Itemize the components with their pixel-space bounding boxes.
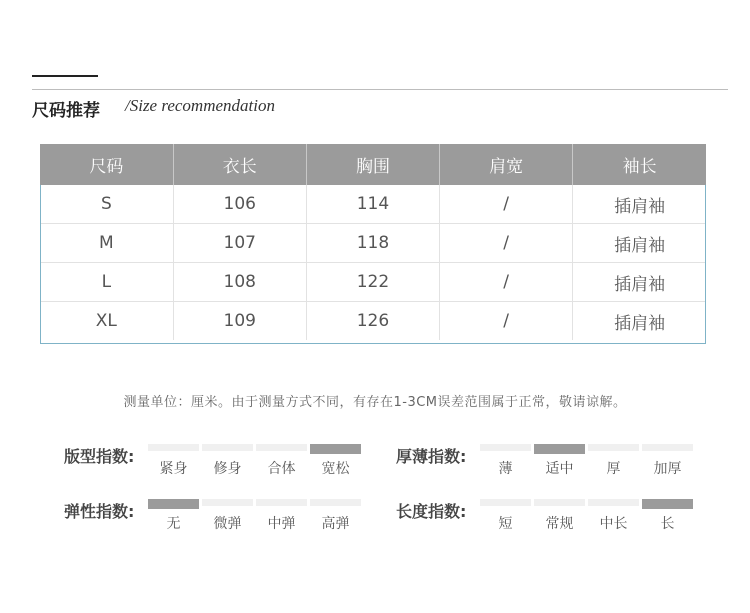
meter-option bbox=[256, 444, 307, 478]
table-cell: 107 bbox=[173, 224, 306, 263]
meter-option-label: 长 bbox=[660, 516, 675, 532]
meter-label: 版型指数: bbox=[64, 447, 135, 466]
meter-bar-selected bbox=[310, 444, 361, 454]
meter-option bbox=[642, 499, 693, 533]
table-cell: 109 bbox=[173, 302, 306, 341]
meter-bar bbox=[256, 499, 307, 506]
table-cell: 114 bbox=[306, 185, 439, 224]
table-header-row bbox=[40, 144, 706, 185]
meter-option-label: 合体 bbox=[267, 461, 296, 477]
column-header: 胸围 bbox=[306, 144, 439, 185]
column-header: 袖长 bbox=[573, 144, 706, 185]
table-cell: 插肩袖 bbox=[573, 263, 706, 302]
size-table bbox=[40, 144, 706, 340]
meter-bar bbox=[256, 444, 307, 451]
meter-options bbox=[480, 499, 693, 533]
meter-bar-selected bbox=[534, 444, 585, 454]
measurement-note: 测量单位：厘米。由于测量方式不同，有存在1-3CM误差范围属于正常，敬请谅解。 bbox=[123, 395, 627, 410]
table-cell: / bbox=[440, 185, 573, 224]
table-cell: 118 bbox=[306, 224, 439, 263]
title-divider bbox=[32, 89, 728, 90]
table-cell: 122 bbox=[306, 263, 439, 302]
meter-option bbox=[202, 499, 253, 533]
meter-options bbox=[148, 444, 361, 478]
meter-option-label: 薄 bbox=[498, 461, 513, 477]
meter-option-label: 高弹 bbox=[321, 516, 350, 532]
meter-option bbox=[480, 499, 531, 533]
table-cell: / bbox=[440, 224, 573, 263]
meter-option-label: 常规 bbox=[545, 516, 574, 532]
table-row bbox=[40, 224, 706, 263]
table-row bbox=[40, 263, 706, 302]
table-cell: 插肩袖 bbox=[573, 224, 706, 263]
table-cell: 126 bbox=[306, 302, 439, 341]
meter-option bbox=[642, 444, 693, 478]
meter-bar bbox=[480, 499, 531, 506]
table-cell: / bbox=[440, 302, 573, 341]
meter-option-label: 短 bbox=[498, 516, 513, 532]
meter-option bbox=[148, 499, 199, 533]
meter-bar-selected bbox=[642, 499, 693, 509]
meter-option bbox=[256, 499, 307, 533]
meter-label: 长度指数: bbox=[396, 502, 467, 521]
table-cell: / bbox=[440, 263, 573, 302]
meter-label: 弹性指数: bbox=[64, 502, 135, 521]
meter-option bbox=[534, 444, 585, 478]
column-header: 衣长 bbox=[173, 144, 306, 185]
meter-bar bbox=[480, 444, 531, 451]
meter-option bbox=[588, 444, 639, 478]
section-subtitle: /Size recommendation bbox=[125, 96, 275, 115]
meter-bar bbox=[202, 444, 253, 451]
meter-option-label: 宽松 bbox=[321, 461, 350, 477]
meter-option-label: 适中 bbox=[545, 461, 574, 477]
meter-bar-selected bbox=[148, 499, 199, 509]
column-header: 肩宽 bbox=[440, 144, 573, 185]
meter-option-label: 中弹 bbox=[267, 516, 296, 532]
meter-option-label: 修身 bbox=[213, 461, 242, 477]
table-row bbox=[40, 185, 706, 224]
meter-bar bbox=[310, 499, 361, 506]
meter-option-label: 紧身 bbox=[159, 461, 188, 477]
meter-bar bbox=[202, 499, 253, 506]
table-cell: 插肩袖 bbox=[614, 313, 666, 334]
meter-option bbox=[310, 444, 361, 478]
table-cell: XL bbox=[40, 302, 173, 341]
meter-option-label: 厚 bbox=[606, 461, 621, 477]
meter-bar bbox=[642, 444, 693, 451]
meter-option-label: 加厚 bbox=[653, 461, 682, 477]
table-cell: L bbox=[40, 263, 173, 302]
column-header: 尺码 bbox=[40, 144, 173, 185]
meter-label: 厚薄指数: bbox=[396, 447, 467, 466]
meter-bar bbox=[588, 444, 639, 451]
table-row bbox=[40, 302, 706, 341]
meter-bar bbox=[534, 499, 585, 506]
meter-bar bbox=[148, 444, 199, 451]
meter-bar bbox=[588, 499, 639, 506]
title-accent-rule bbox=[32, 75, 98, 77]
table-cell: 插肩袖 bbox=[573, 185, 706, 224]
meter-option-label: 微弹 bbox=[213, 516, 242, 532]
table-cell: M bbox=[40, 224, 173, 263]
table-cell: 106 bbox=[173, 185, 306, 224]
table-cell: 108 bbox=[173, 263, 306, 302]
meter-option bbox=[148, 444, 199, 478]
meter-options bbox=[480, 444, 693, 478]
meter-options bbox=[148, 499, 361, 533]
section-title: 尺码推荐 bbox=[32, 101, 100, 121]
meter-option bbox=[202, 444, 253, 478]
meter-option-label: 中长 bbox=[599, 516, 628, 532]
meter-option bbox=[480, 444, 531, 478]
meter-option bbox=[534, 499, 585, 533]
meter-option-label: 无 bbox=[166, 516, 181, 532]
meter-option bbox=[310, 499, 361, 533]
meter-option bbox=[588, 499, 639, 533]
table-cell: S bbox=[40, 185, 173, 224]
